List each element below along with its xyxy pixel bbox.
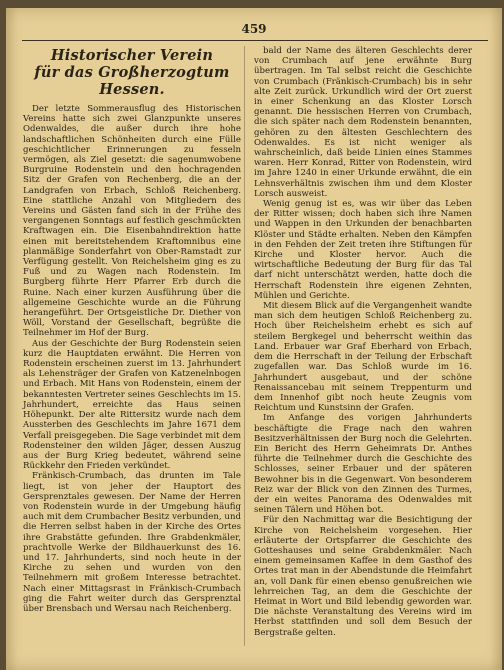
header-rule [22,40,488,41]
left-paragraph: Fränkisch-Crumbach, das drunten im Tale liegt, ist von jeher der Hauptort des Gersprenztales gewesen. Der Name der Herren von Rodenstein wurde in der Umgebung häufig auch mit dem Crumbacher Besitz verbunden, und die Herren selbst haben in der Kirche des Ortes ihre Grabstätte gefunden. Ihre Grabdenkmäler, prachtvolle Werke der Bildhauerkunst des 16. und 17. Jahrhunderts, sind noch heute in der Kirche zu sehen und wurden von den Teilnehmern mit großem Interesse betrachtet. Nach einer Mittagsrast in Fränkisch-Crumbach ging die Fahrt weiter durch das Gersprenztal über Brensbach und Wersau nach Reichenberg. [23,471,241,614]
left-paragraph: Der letzte Sommerausflug des Historischen Vereins hatte sich zwei Glanzpunkte unseres Odenwaldes, die außer durch ihre hohe landschaftlichen Schönheiten durch eine Fülle geschichtlicher Erinnerungen zu fesseln vermögen, als Ziel gesetzt: die sagenumwobene Burgruine Rodenstein und den hochragenden Sitz der Grafen von Rechenberg, die an der Landgrafen von Erbach, Schloß Reichenberg. Eine stattliche Anzahl von Mitgliedern des Vereins und Gästen fand sich in der Frühe des vergangenen Sonntags auf festlich geschmückten Kraftwagen ein. Die Eisenbahndirektion hatte einen mit bereitstehendem Kraftomnibus eine planmäßige Sonderfahrt von Ober-Ramstadt zur Verfügung gestellt. Von Reichelsheim ging es zu Fuß und zu Wagen nach Rodenstein. Im Burgberg führte Herr Pfarrer Erb durch die Ruine. Nach einer kurzen Ausführung über die allgemeine Geschichte wurde an die Führung herangeführt. Der Ortsgeistliche Dr. Diether von Wöll, Vorstand der Gesellschaft, begrüßte die Teilnehmer im Hof der Burg. [23,104,241,339]
page-number: 459 [241,22,267,36]
right-paragraph: Mit diesem Blick auf die Vergangenheit wandte man sich dem heutigen Schloß Reichenberg zu. Hoch über Reichelsheim erhebt es sich auf steilem Bergkegel und beherrscht weithin das Land. Erbauer war Graf Eberhard von Erbach, dem die Herrschaft in der Teilung der Erbschaft zugefallen war. Das Schloß wurde im 16. Jahrhundert ausgebaut, und der schöne Renaissancebau mit seinem Treppenturm und dem Innenhof gibt noch heute Zeugnis vom Reichtum und Kunstsinn der Grafen. [254,301,472,414]
article-title [23,47,241,98]
column-divider [244,46,245,646]
newspaper-page [6,8,502,670]
right-paragraph: bald der Name des älteren Geschlechts derer von Crumbach auf jene erwähnte Burg übertragen. Im Tal selbst reicht die Geschichte von Crumbach (Fränkisch-Crumbach) bis in sehr alte Zeit zurück. Urkundlich wird der Ort zuerst in einer Schenkung an das Kloster Lorsch genannt. Die hessischen Herren von Crumbach, die sich später nach dem Rodenstein benannten, gehören zu den ältesten Geschlechtern des Odenwaldes. Es ist nicht weniger als wahrscheinlich, daß beide Linien eines Stammes waren. Herr Konrad, Ritter von Rodenstein, wird im Jahre 1240 in einer Urkunde erwähnt, die ein Lehnsverhältnis zwischen ihm und dem Kloster Lorsch ausweist. [254,46,472,199]
right-paragraph: Wenig genug ist es, was wir über das Leben der Ritter wissen; doch haben sich ihre Namen und Wappen in den Urkunden der benachbarten Klöster und Städte erhalten. Neben den Kämpfen in den Fehden der Zeit treten ihre Stiftungen für Kirche und Kloster hervor. Auch die wirtschaftliche Bedeutung der Burg für das Tal darf nicht unterschätzt werden, hatte doch die Herrschaft Rodenstein ihre eigenen Zehnten, Mühlen und Gerichte. [254,199,472,301]
article-title-line-2: für das Großherzogtum Hessen. [34,64,230,98]
left-paragraph: Aus der Geschichte der Burg Rodenstein seien kurz die Hauptdaten erwähnt. Die Herren von Rodenstein erscheinen zuerst im 13. Jahrhundert als Lehensträger der Grafen von Katzenelnbogen und Erbach. Mit Hans von Rodenstein, einem der bekanntesten Vertreter seines Geschlechts im 15. Jahrhundert, erreichte das Haus seinen Höhepunkt. Der alte Rittersitz wurde nach dem Aussterben des Geschlechts im Jahre 1671 dem Verfall preisgegeben. Die Sage verbindet mit dem Rodensteiner den wilden Jäger, dessen Auszug aus der Burg Krieg bedeutet, während seine Rückkehr den Frieden verkündet. [23,338,241,472]
right-paragraph: Im Anfange des vorigen Jahrhunderts beschäftigte die Frage nach den wahren Besitzverhältnissen der Burg noch die Gelehrten. Ein Bericht des Herrn Geheimrats Dr. Anthes führte die Teilnehmer durch die Geschichte des Schlosses, seiner Erbauer und der späteren Bewohner bis in die Gegenwart. Von besonderem Reiz war der Blick von den Zinnen des Turmes, der ein weites Panorama des Odenwaldes mit seinen Tälern und Höhen bot. [254,413,472,516]
left-column [23,46,241,614]
right-column [254,46,472,638]
article-title-line-1: Historischer Verein [50,47,214,64]
right-paragraph: Für den Nachmittag war die Besichtigung der Kirche von Reichelsheim vorgesehen. Hier erläuterte der Ortspfarrer die Geschichte des Gotteshauses und seine Grabdenkmäler. Nach einem gemeinsamen Kaffee in dem Gasthof des Ortes trat man in der Abendstunde die Heimfahrt an, voll Dank für einen ebenso genußreichen wie lehrreichen Tag, an dem die Geschichte der Heimat in Wort und Bild lebendig geworden war. Die nächste Veranstaltung des Vereins wird im Herbst stattfinden und soll dem Besuch der Bergstraße gelten. [254,515,472,638]
